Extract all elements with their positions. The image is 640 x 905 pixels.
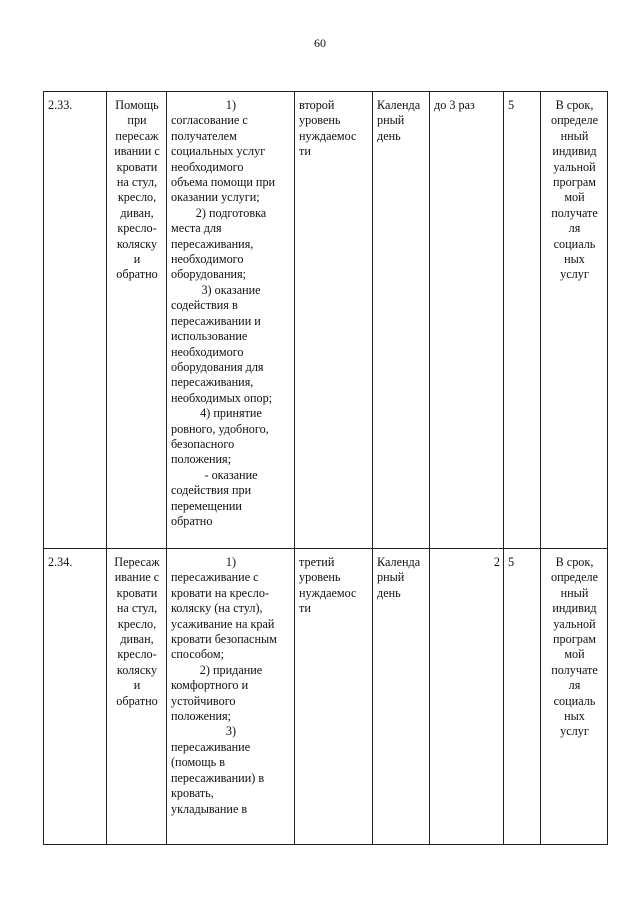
- text-line: укладывание в: [171, 801, 248, 816]
- text-line: програм: [553, 175, 596, 190]
- service-description: [171, 555, 291, 817]
- text-line: кровати на кресло-: [171, 585, 270, 600]
- text-line: нуждаемос: [299, 585, 357, 600]
- text-line: безопасного: [171, 436, 235, 451]
- table-row: [44, 92, 608, 549]
- text-line: пересаживание с: [171, 570, 259, 585]
- text-line: на стул,: [116, 601, 158, 616]
- text-line: получате: [551, 205, 598, 220]
- text-line: 2) подготовка: [195, 205, 267, 220]
- text-line: необходимого: [171, 159, 244, 174]
- text-line: коляску: [116, 236, 158, 251]
- term-cell: [541, 549, 608, 845]
- text-line: получателем: [171, 128, 237, 143]
- text-line: ля: [568, 221, 581, 236]
- service-description-cell: [167, 92, 295, 549]
- term: [545, 555, 604, 740]
- text-line: обратно: [171, 513, 213, 528]
- text-line: содействия в: [171, 298, 238, 313]
- text-line: содействия при: [171, 483, 252, 498]
- need-level: [299, 555, 369, 617]
- text-line: Календа: [377, 555, 421, 569]
- text-line: устойчивого: [171, 693, 236, 708]
- text-line: комфортного и: [171, 678, 249, 693]
- text-line: уровень: [299, 570, 341, 585]
- duration-cell: [504, 92, 541, 549]
- term: [545, 98, 604, 283]
- text-line: диван,: [120, 632, 154, 647]
- text-line: оборудования для: [171, 359, 264, 374]
- duration: 5: [508, 98, 515, 112]
- text-line: ти: [299, 601, 311, 616]
- text-line: объема помощи при: [171, 175, 276, 190]
- text-line: програм: [553, 632, 596, 647]
- text-line: обратно: [116, 693, 158, 708]
- text-line: уальной: [553, 159, 596, 174]
- text-line: необходимых опор;: [171, 390, 273, 405]
- text-line: ти: [299, 144, 311, 159]
- text-line: (помощь в: [171, 755, 225, 770]
- table-row: [44, 549, 608, 845]
- text-line: 4) принятие: [200, 406, 262, 421]
- text-line: 1): [225, 555, 237, 569]
- text-line: 3) оказание: [201, 282, 261, 297]
- text-line: Пересаж: [114, 555, 160, 569]
- text-line: рный: [377, 113, 405, 128]
- text-line: способом;: [171, 647, 224, 662]
- text-line: места для: [171, 221, 222, 236]
- need-level-cell: [295, 92, 373, 549]
- frequency-cell: [430, 549, 504, 845]
- service-description: [171, 98, 291, 529]
- text-line: уальной: [553, 616, 596, 631]
- unit: [377, 98, 426, 144]
- need-level: [299, 98, 369, 160]
- text-line: кресло-: [117, 221, 157, 236]
- text-line: Календа: [377, 98, 421, 112]
- frequency-cell: [430, 92, 504, 549]
- text-line: и: [133, 252, 141, 267]
- text-line: услуг: [560, 724, 589, 739]
- service-name-cell: [107, 549, 167, 845]
- text-line: индивид: [552, 601, 597, 616]
- text-line: кровать,: [171, 786, 214, 801]
- text-line: нный: [560, 128, 589, 143]
- text-line: 2) придание: [199, 662, 263, 677]
- text-line: при: [127, 113, 147, 128]
- frequency: 2: [493, 555, 500, 569]
- text-line: 3): [225, 724, 237, 739]
- text-line: на стул,: [116, 175, 158, 190]
- text-line: день: [377, 128, 401, 143]
- text-line: 1): [225, 98, 237, 112]
- text-line: кровати: [116, 159, 158, 174]
- text-line: оказании услуги;: [171, 190, 260, 205]
- text-line: согласование с: [171, 113, 248, 128]
- service-name-cell: [107, 92, 167, 549]
- term-cell: [541, 92, 608, 549]
- frequency: до 3 раз: [434, 98, 475, 112]
- text-line: ных: [564, 709, 585, 724]
- row-number: 2.34.: [48, 555, 73, 569]
- text-line: пересаживание: [171, 739, 251, 754]
- text-line: необходимого: [171, 252, 244, 267]
- row-number-cell: [44, 92, 107, 549]
- service-description-cell: [167, 549, 295, 845]
- text-line: рный: [377, 570, 405, 585]
- unit: [377, 555, 426, 601]
- text-line: пересаживании и: [171, 313, 261, 328]
- service-name: [111, 98, 163, 283]
- text-line: кресло,: [117, 616, 157, 631]
- text-line: коляску (на стул),: [171, 601, 263, 616]
- text-line: получате: [551, 662, 598, 677]
- text-line: кресло-: [117, 647, 157, 662]
- text-line: усаживание на край: [171, 616, 275, 631]
- row-number: 2.33.: [48, 98, 73, 112]
- duration-cell: [504, 549, 541, 845]
- text-line: оборудования;: [171, 267, 246, 282]
- text-line: обратно: [116, 267, 158, 282]
- text-line: ивании с: [114, 144, 160, 159]
- text-line: кровати безопасным: [171, 632, 277, 647]
- text-line: Помощь: [115, 98, 159, 112]
- table-body: [44, 92, 608, 845]
- text-line: индивид: [552, 144, 597, 159]
- text-line: уровень: [299, 113, 341, 128]
- text-line: ровного, удобного,: [171, 421, 269, 436]
- text-line: ля: [568, 678, 581, 693]
- text-line: нный: [560, 585, 589, 600]
- services-table: [43, 91, 608, 845]
- text-line: пересаживании) в: [171, 770, 265, 785]
- unit-cell: [373, 549, 430, 845]
- text-line: кресло,: [117, 190, 157, 205]
- text-line: положения;: [171, 452, 232, 467]
- text-line: социаль: [553, 236, 596, 251]
- text-line: ных: [564, 252, 585, 267]
- text-line: положения;: [171, 709, 232, 724]
- service-name: [111, 555, 163, 709]
- text-line: день: [377, 585, 401, 600]
- text-line: нуждаемос: [299, 128, 357, 143]
- text-line: В срок,: [555, 555, 594, 569]
- text-line: определе: [550, 113, 599, 128]
- text-line: необходимого: [171, 344, 244, 359]
- text-line: и: [133, 678, 141, 693]
- need-level-cell: [295, 549, 373, 845]
- text-line: социальных услуг: [171, 144, 266, 159]
- text-line: диван,: [120, 205, 154, 220]
- text-line: коляску: [116, 662, 158, 677]
- duration: 5: [508, 555, 515, 569]
- text-line: мой: [564, 647, 585, 662]
- text-line: ивание с: [114, 570, 160, 585]
- row-number-cell: [44, 549, 107, 845]
- text-line: второй: [299, 98, 335, 112]
- text-line: пересаживания,: [171, 375, 254, 390]
- text-line: использование: [171, 329, 248, 344]
- text-line: определе: [550, 570, 599, 585]
- text-line: социаль: [553, 693, 596, 708]
- text-line: пересаж: [115, 128, 159, 143]
- unit-cell: [373, 92, 430, 549]
- text-line: перемещении: [171, 498, 242, 513]
- text-line: услуг: [560, 267, 589, 282]
- page-number: 60: [314, 36, 326, 50]
- text-line: кровати: [116, 585, 158, 600]
- text-line: пересаживания,: [171, 236, 254, 251]
- text-line: - оказание: [204, 467, 258, 482]
- text-line: мой: [564, 190, 585, 205]
- text-line: третий: [299, 555, 335, 569]
- text-line: В срок,: [555, 98, 594, 112]
